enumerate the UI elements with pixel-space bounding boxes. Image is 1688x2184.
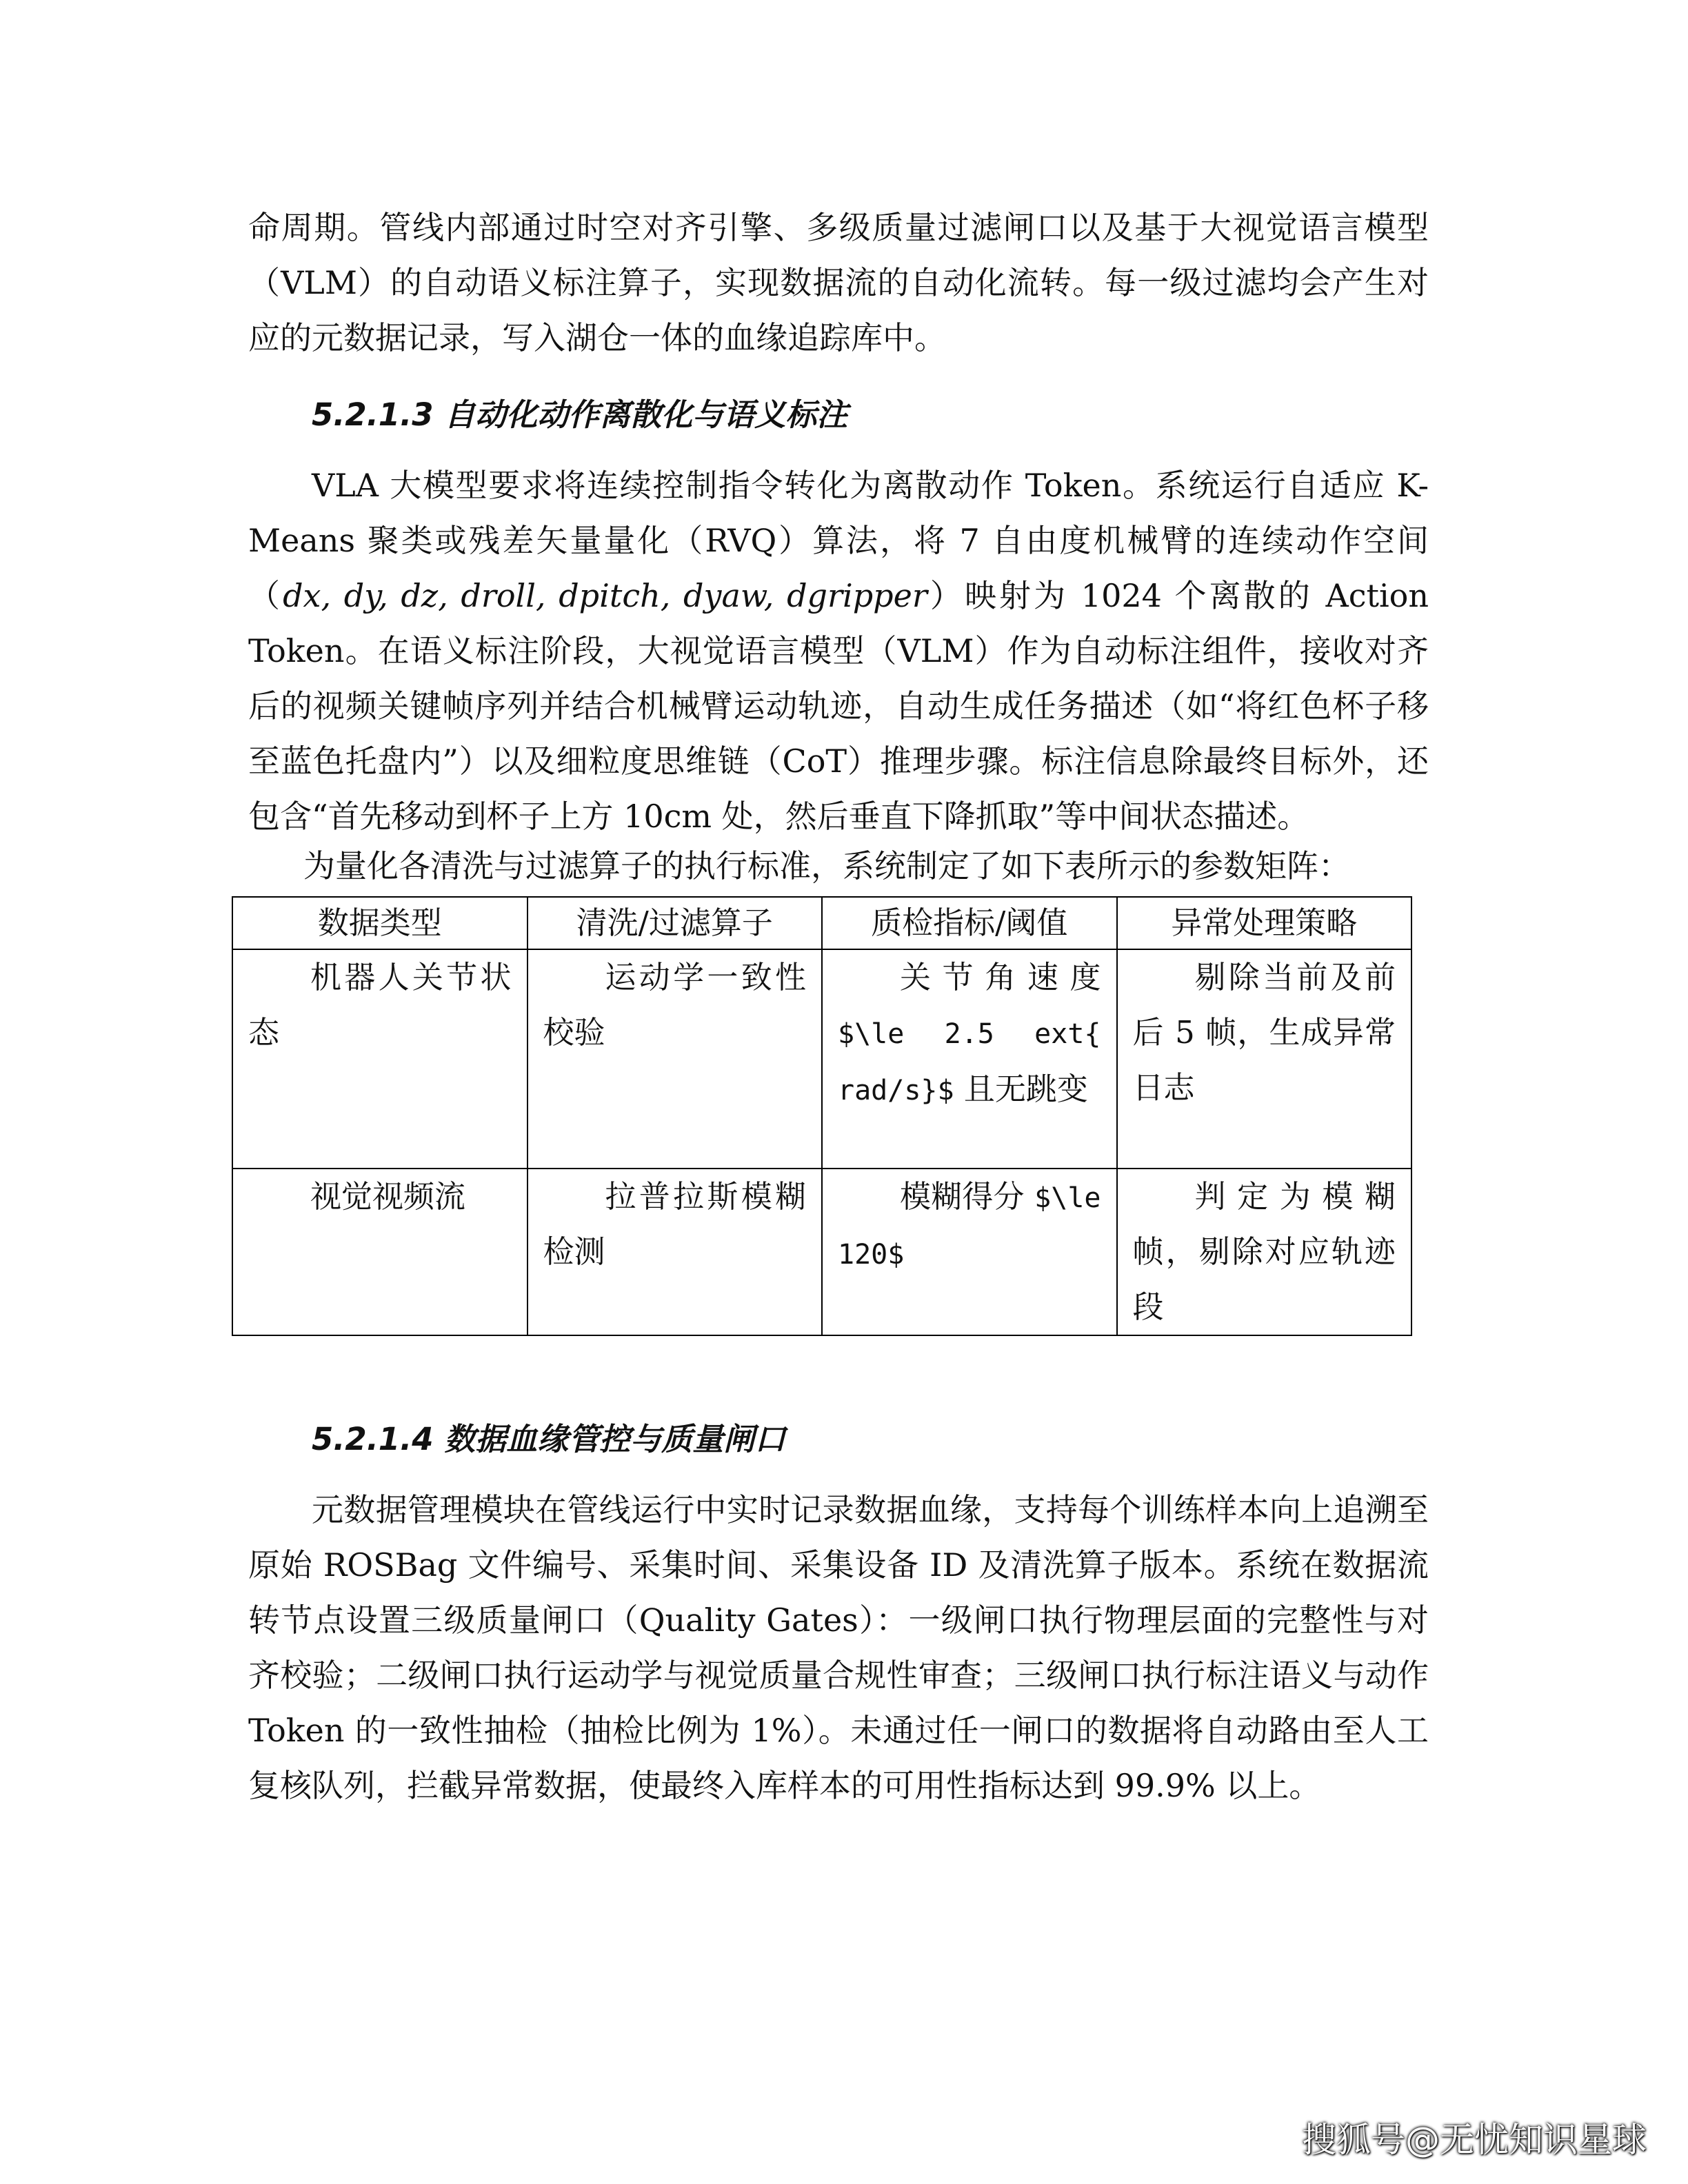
- table-header-cell: 清洗/过滤算子: [528, 897, 823, 949]
- table-caption: 为量化各清洗与过滤算子的执行标准，系统制定了如下表所示的参数矩阵：: [303, 847, 1350, 884]
- table-header-cell: 质检指标/阈值: [822, 897, 1117, 949]
- action-cell: 剔除当前及前后 5 帧，生成异常日志: [1117, 949, 1412, 1169]
- watermark: 搜狐号@无忧知识星球: [1302, 2120, 1647, 2160]
- metric-cell: [822, 949, 1117, 1169]
- data-type-cell: 视觉视频流: [232, 1169, 528, 1335]
- paragraph-intro: 命周期。管线内部通过时空对齐引擎、多级质量过滤闸口以及基于大视觉语言模型（VLM）的自动语义标注算子，实现数据流的自动化流转。每一级过滤均会产生对应的元数据记录，写入湖仓一体的血缘追踪库中。: [248, 209, 1429, 356]
- operator-cell: 运动学一致性校验: [528, 949, 823, 1169]
- paragraph-text-part-a: VLA 大模型要求将连续控制指令转化为离散动作 Token。系统运行自适应 K-Means 聚类或残差矢量量化（RVQ）算法，将 7 自由度机械臂的连续动作空间（: [248, 467, 1429, 614]
- table-header-cell: 数据类型: [232, 897, 528, 949]
- metric-formula: $\le 2.5 ext{ rad/s}$: [838, 1018, 1101, 1106]
- metric-cell: [822, 1169, 1117, 1335]
- paragraph-text-part-b: ）映射为 1024 个离散的 Action Token。在语义标注阶段，大视觉语言模型（VLM）作为自动标注组件，接收对齐后的视频关键帧序列并结合机械臂运动轨迹，自动生成任务描述（如“将红色杯子移至蓝色托盘内”）以及细粒度思维链（CoT）推理步骤。标注信息除最终目标外，还包含“首先移动到杯子上方 10cm 处，然后垂直下降抓取”等中间状态描述。: [248, 577, 1429, 835]
- parameter-matrix-table: [232, 896, 1412, 1336]
- section-heading-5-2-1-4: 5.2.1.4 数据血缘管控与质量闸口: [312, 1421, 786, 1457]
- metric-text-suffix: 且无跳变: [954, 1071, 1088, 1107]
- paragraph-action-discretization: [248, 458, 1429, 844]
- table-header-cell: 异常处理策略: [1117, 897, 1412, 949]
- table-header-row: [232, 897, 1411, 949]
- metric-text: 关节角速度: [900, 959, 1101, 995]
- action-space-variables: dx, dy, dz, droll, dpitch, dyaw, dgripper: [283, 577, 927, 614]
- table-row: [232, 1169, 1411, 1335]
- metric-text: 模糊得分: [900, 1178, 1035, 1215]
- operator-cell: 拉普拉斯模糊检测: [528, 1169, 823, 1335]
- metric-formula: $\le 120$: [838, 1182, 1101, 1271]
- section-heading-5-2-1-3: 5.2.1.3 自动化动作离散化与语义标注: [312, 396, 848, 433]
- table-row: [232, 949, 1411, 1169]
- data-type-cell: 机器人关节状态: [232, 949, 528, 1169]
- action-cell: 判定为模糊帧，剔除对应轨迹段: [1117, 1169, 1412, 1335]
- paragraph-data-lineage: 元数据管理模块在管线运行中实时记录数据血缘，支持每个训练样本向上追溯至原始 ROSBag 文件编号、采集时间、采集设备 ID 及清洗算子版本。系统在数据流转节点设置三级质量闸口（Quality Gates）：一级闸口执行物理层面的完整性与对齐校验；二级闸口执行运动学与视觉质量合规性审查；三级闸口执行标注语义与动作 Token 的一致性抽检（抽检比例为 1%）。未通过任一闸口的数据将自动路由至人工复核队列，拦截异常数据，使最终入库样本的可用性指标达到 99.9% 以上。: [248, 1491, 1429, 1804]
